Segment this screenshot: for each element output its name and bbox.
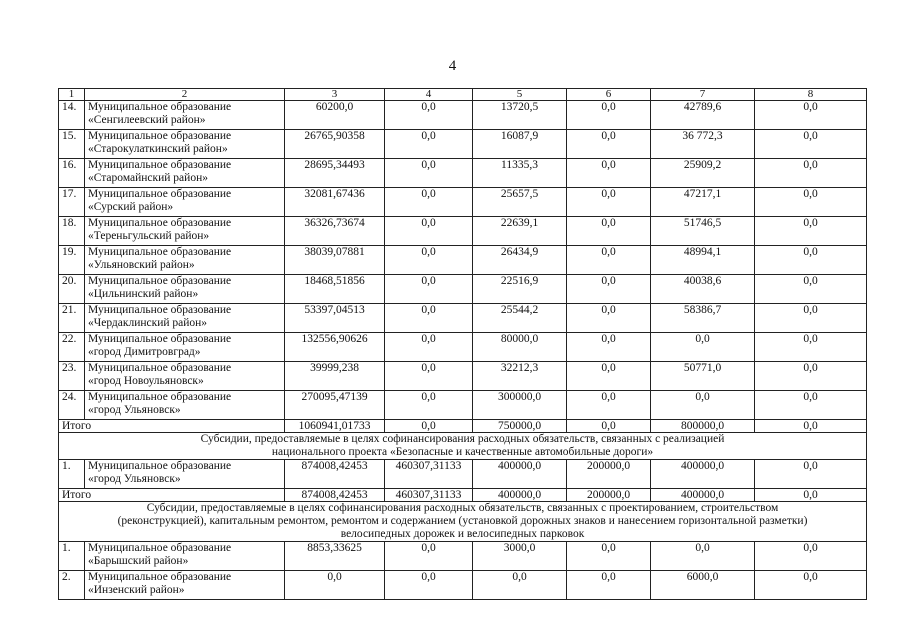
value-col7: 0,0 (651, 542, 755, 571)
value-col7: 40038,6 (651, 275, 755, 304)
municipality-name-line1: Муниципальное образование (88, 304, 232, 316)
municipality-name-line1: Муниципальное образование (88, 460, 232, 472)
value-col8: 0,0 (755, 362, 867, 391)
municipality-name-line2: «Сенгилеевский район» (88, 114, 206, 126)
municipality-name-line1: Муниципальное образование (88, 571, 232, 583)
municipality-name (85, 275, 285, 304)
section-heading-line: национального проекта «Безопасные и качественные автомобильные дороги» (271, 446, 654, 458)
total-row (59, 489, 867, 502)
total-col5: 400000,0 (473, 489, 567, 502)
municipality-name-line1: Муниципальное образование (88, 159, 232, 171)
table-row (59, 101, 867, 130)
total-label: Итого (59, 420, 285, 433)
value-col8: 0,0 (755, 130, 867, 159)
section-heading-line: (реконструкцией), капитальным ремонтом, ремонтом и содержанием (установкой дорожных знаков и нанесением горизонтальной разметки) (117, 515, 808, 527)
value-col4: 0,0 (385, 188, 473, 217)
municipality-name-line1: Муниципальное образование (88, 275, 232, 287)
row-number: 1. (59, 460, 85, 489)
table-row (59, 246, 867, 275)
value-col5: 25657,5 (473, 188, 567, 217)
column-number-header-row (59, 89, 867, 101)
value-col5: 11335,3 (473, 159, 567, 188)
municipality-name-line2: «город Новоульяновск» (88, 375, 204, 387)
municipality-name (85, 159, 285, 188)
value-col8: 0,0 (755, 333, 867, 362)
value-col6: 200000,0 (567, 460, 651, 489)
value-col3: 28695,34493 (285, 159, 385, 188)
value-col4: 0,0 (385, 130, 473, 159)
municipality-name-line1: Муниципальное образование (88, 217, 232, 229)
municipality-name (85, 101, 285, 130)
value-col4: 0,0 (385, 246, 473, 275)
value-col6: 0,0 (567, 159, 651, 188)
value-col3: 8853,33625 (285, 542, 385, 571)
value-col6: 0,0 (567, 391, 651, 420)
value-col3: 32081,67436 (285, 188, 385, 217)
value-col3: 36326,73674 (285, 217, 385, 246)
municipality-name-line1: Муниципальное образование (88, 391, 232, 403)
total-col4: 0,0 (385, 420, 473, 433)
value-col5: 16087,9 (473, 130, 567, 159)
value-col4: 0,0 (385, 217, 473, 246)
table-body (59, 89, 867, 600)
row-number: 23. (59, 362, 85, 391)
total-label: Итого (59, 489, 285, 502)
value-col3: 132556,90626 (285, 333, 385, 362)
municipality-name-line2: «Инзенский район» (88, 584, 185, 596)
value-col6: 0,0 (567, 101, 651, 130)
row-number: 14. (59, 101, 85, 130)
row-number: 22. (59, 333, 85, 362)
row-number: 18. (59, 217, 85, 246)
municipality-name (85, 217, 285, 246)
row-number: 2. (59, 571, 85, 600)
value-col4: 0,0 (385, 101, 473, 130)
total-col4: 460307,31133 (385, 489, 473, 502)
table-row (59, 304, 867, 333)
value-col7: 0,0 (651, 333, 755, 362)
value-col4: 0,0 (385, 333, 473, 362)
value-col7: 6000,0 (651, 571, 755, 600)
municipality-name (85, 571, 285, 600)
column-header: 8 (755, 89, 867, 101)
column-header: 1 (59, 89, 85, 101)
value-col7: 58386,7 (651, 304, 755, 333)
value-col3: 26765,90358 (285, 130, 385, 159)
value-col8: 0,0 (755, 275, 867, 304)
column-header: 3 (285, 89, 385, 101)
municipality-name (85, 333, 285, 362)
municipality-name (85, 362, 285, 391)
value-col5: 26434,9 (473, 246, 567, 275)
municipality-name-line2: «Ульяновский район» (88, 259, 195, 271)
value-col5: 400000,0 (473, 460, 567, 489)
row-number: 20. (59, 275, 85, 304)
value-col7: 42789,6 (651, 101, 755, 130)
municipality-name-line2: «Тереньгульский район» (88, 230, 210, 242)
value-col5: 22639,1 (473, 217, 567, 246)
municipality-name (85, 188, 285, 217)
value-col4: 0,0 (385, 542, 473, 571)
total-col7: 400000,0 (651, 489, 755, 502)
row-number: 17. (59, 188, 85, 217)
municipality-name (85, 304, 285, 333)
value-col6: 0,0 (567, 333, 651, 362)
value-col8: 0,0 (755, 159, 867, 188)
value-col7: 51746,5 (651, 217, 755, 246)
section-heading-line: Субсидии, предоставляемые в целях софинансирования расходных обязательств, связанных с проектированием, строительством (146, 502, 779, 514)
table-row (59, 130, 867, 159)
municipality-name (85, 130, 285, 159)
value-col5: 300000,0 (473, 391, 567, 420)
municipality-name-line2: «город Димитровград» (88, 346, 201, 358)
value-col7: 48994,1 (651, 246, 755, 275)
municipality-name (85, 542, 285, 571)
value-col5: 22516,9 (473, 275, 567, 304)
value-col8: 0,0 (755, 542, 867, 571)
value-col4: 0,0 (385, 159, 473, 188)
column-header: 2 (85, 89, 285, 101)
value-col4: 0,0 (385, 304, 473, 333)
municipality-name-line2: «Сурский район» (88, 201, 174, 213)
section-heading-row (59, 433, 867, 460)
municipality-name (85, 391, 285, 420)
total-col3: 1060941,01733 (285, 420, 385, 433)
row-number: 19. (59, 246, 85, 275)
value-col5: 25544,2 (473, 304, 567, 333)
total-row (59, 420, 867, 433)
table-row (59, 275, 867, 304)
municipality-name-line1: Муниципальное образование (88, 101, 232, 113)
section-heading (59, 502, 867, 542)
municipality-name-line2: «Цильнинский район» (88, 288, 199, 300)
value-col8: 0,0 (755, 571, 867, 600)
municipality-name-line1: Муниципальное образование (88, 362, 232, 374)
table-row (59, 391, 867, 420)
value-col3: 60200,0 (285, 101, 385, 130)
row-number: 21. (59, 304, 85, 333)
value-col6: 0,0 (567, 130, 651, 159)
table-row (59, 188, 867, 217)
value-col3: 53397,04513 (285, 304, 385, 333)
row-number: 24. (59, 391, 85, 420)
value-col3: 39999,238 (285, 362, 385, 391)
total-col5: 750000,0 (473, 420, 567, 433)
municipality-name (85, 460, 285, 489)
row-number: 15. (59, 130, 85, 159)
value-col8: 0,0 (755, 101, 867, 130)
value-col6: 0,0 (567, 188, 651, 217)
value-col6: 0,0 (567, 246, 651, 275)
total-col8: 0,0 (755, 420, 867, 433)
value-col3: 38039,07881 (285, 246, 385, 275)
municipality-name-line1: Муниципальное образование (88, 542, 232, 554)
municipality-name-line1: Муниципальное образование (88, 333, 232, 345)
municipality-name-line2: «Старокулаткинский район» (88, 143, 228, 155)
row-number: 1. (59, 542, 85, 571)
column-header: 7 (651, 89, 755, 101)
row-number: 16. (59, 159, 85, 188)
value-col6: 0,0 (567, 571, 651, 600)
column-header: 5 (473, 89, 567, 101)
value-col8: 0,0 (755, 217, 867, 246)
section-heading (59, 433, 867, 460)
value-col5: 3000,0 (473, 542, 567, 571)
value-col4: 0,0 (385, 391, 473, 420)
table-row (59, 217, 867, 246)
municipality-name-line2: «город Ульяновск» (88, 404, 181, 416)
value-col8: 0,0 (755, 391, 867, 420)
total-col7: 800000,0 (651, 420, 755, 433)
value-col7: 0,0 (651, 391, 755, 420)
column-header: 6 (567, 89, 651, 101)
table-row (59, 571, 867, 600)
value-col6: 0,0 (567, 275, 651, 304)
total-col6: 200000,0 (567, 489, 651, 502)
municipality-name-line1: Муниципальное образование (88, 130, 232, 142)
value-col5: 0,0 (473, 571, 567, 600)
subsidy-table (58, 88, 867, 600)
section-heading-line: велосипедных дорожек и велосипедных парковок (340, 528, 585, 540)
value-col6: 0,0 (567, 362, 651, 391)
value-col3: 270095,47139 (285, 391, 385, 420)
table-row (59, 159, 867, 188)
value-col8: 0,0 (755, 188, 867, 217)
value-col8: 0,0 (755, 246, 867, 275)
municipality-name-line2: «город Ульяновск» (88, 473, 181, 485)
value-col5: 32212,3 (473, 362, 567, 391)
municipality-name-line2: «Чердаклинский район» (88, 317, 208, 329)
value-col3: 18468,51856 (285, 275, 385, 304)
value-col4: 0,0 (385, 571, 473, 600)
table-row (59, 362, 867, 391)
value-col7: 25909,2 (651, 159, 755, 188)
value-col5: 13720,5 (473, 101, 567, 130)
total-col6: 0,0 (567, 420, 651, 433)
municipality-name-line2: «Старомайнский район» (88, 172, 208, 184)
value-col4: 0,0 (385, 275, 473, 304)
value-col6: 0,0 (567, 304, 651, 333)
value-col3: 874008,42453 (285, 460, 385, 489)
table-row (59, 460, 867, 489)
value-col8: 0,0 (755, 304, 867, 333)
value-col7: 47217,1 (651, 188, 755, 217)
value-col3: 0,0 (285, 571, 385, 600)
value-col7: 400000,0 (651, 460, 755, 489)
municipality-name-line1: Муниципальное образование (88, 246, 232, 258)
value-col7: 50771,0 (651, 362, 755, 391)
section-heading-row (59, 502, 867, 542)
page-number: 4 (448, 58, 457, 74)
column-header: 4 (385, 89, 473, 101)
value-col8: 0,0 (755, 460, 867, 489)
value-col6: 0,0 (567, 217, 651, 246)
total-col8: 0,0 (755, 489, 867, 502)
value-col4: 460307,31133 (385, 460, 473, 489)
municipality-name (85, 246, 285, 275)
value-col4: 0,0 (385, 362, 473, 391)
total-col3: 874008,42453 (285, 489, 385, 502)
table-row (59, 542, 867, 571)
table-row (59, 333, 867, 362)
municipality-name-line2: «Барышский район» (88, 555, 189, 567)
value-col5: 80000,0 (473, 333, 567, 362)
municipality-name-line1: Муниципальное образование (88, 188, 232, 200)
value-col6: 0,0 (567, 542, 651, 571)
section-heading-line: Субсидии, предоставляемые в целях софинансирования расходных обязательств, связанных с реализацией (200, 433, 725, 445)
value-col7: 36 772,3 (651, 130, 755, 159)
